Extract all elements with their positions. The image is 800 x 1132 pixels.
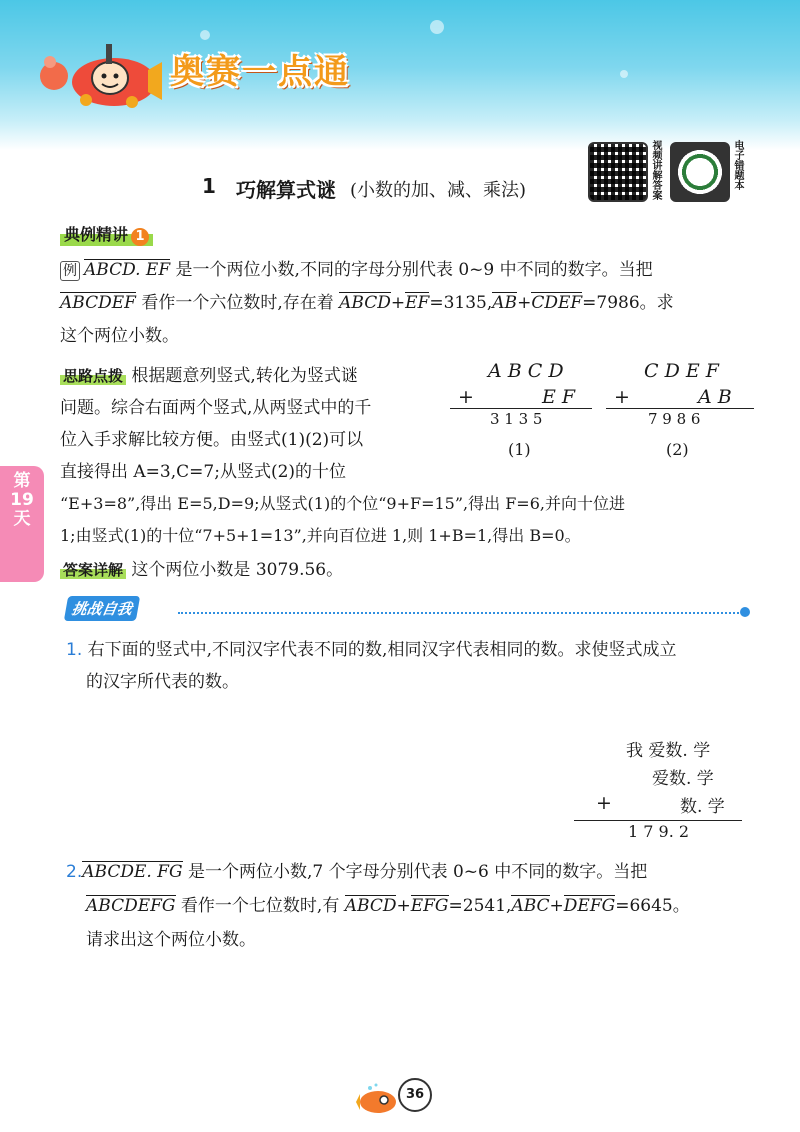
question-1-number: 1. bbox=[66, 640, 83, 660]
divider-dot-icon bbox=[740, 607, 750, 617]
submarine-mascot-icon bbox=[36, 34, 166, 114]
page-number: 36 bbox=[398, 1078, 432, 1112]
question-2-number: 2. bbox=[66, 862, 83, 882]
example-expr-six-digit: ABCDEF bbox=[60, 293, 136, 313]
question-2-plus: + bbox=[396, 896, 411, 916]
question-2-term: EFG bbox=[410, 896, 449, 916]
lesson-title: 巧解算式谜 bbox=[236, 178, 336, 202]
example-eq: =3135, bbox=[429, 293, 493, 313]
day-side-tab bbox=[0, 466, 44, 582]
vertical2-row1: C D E F bbox=[644, 360, 719, 382]
example-text-1: 是一个两位小数,不同的字母分别代表 0~9 中不同的数字。当把 bbox=[175, 260, 653, 280]
vertical2-row2: A B bbox=[698, 386, 732, 408]
section-heading bbox=[60, 222, 153, 246]
fish-submarine-icon bbox=[356, 1082, 402, 1116]
bubble-decoration bbox=[620, 70, 628, 78]
example-line-1 bbox=[60, 254, 653, 286]
question-1-text: 的汉字所代表的数。 bbox=[86, 672, 239, 692]
example-eq: =7986。求 bbox=[582, 293, 674, 313]
question-2-line-1 bbox=[66, 856, 647, 888]
qr-code-error-book[interactable] bbox=[670, 142, 730, 202]
analysis-text: 1;由竖式(1)的十位“7+5+1=13”,并向百位进 1,则 1+B=1,得出 B=0。 bbox=[60, 526, 581, 545]
question-1-text: 右下面的竖式中,不同汉字代表不同的数,相同汉字代表相同的数。求使竖式成立 bbox=[87, 640, 677, 660]
analysis-line-1 bbox=[60, 360, 358, 392]
vertical2-plus: + bbox=[614, 386, 630, 408]
question-2-eq: =6645。 bbox=[615, 896, 690, 916]
analysis-text: 位入手求解比较方便。由竖式(1)(2)可以 bbox=[60, 430, 364, 450]
analysis-text: 根据题意列竖式,转化为竖式谜 bbox=[131, 366, 358, 386]
section-badge: 1 bbox=[131, 228, 149, 246]
q1-vertical-row1: 我 爱数. 学 bbox=[626, 741, 711, 761]
example-text-3: 这个两位小数。 bbox=[60, 326, 179, 346]
answer-text: 这个两位小数是 3079.56。 bbox=[131, 560, 344, 580]
vertical2-label: (2) bbox=[666, 440, 689, 459]
example-line-2 bbox=[60, 287, 674, 319]
example-tag: 例 bbox=[60, 261, 80, 281]
example-plus: + bbox=[390, 293, 406, 313]
question-2-expr-seven-digit: ABCDEFG bbox=[86, 896, 176, 916]
day-tab-text: 第 bbox=[13, 471, 31, 491]
analysis-tag: 思路点拨 bbox=[60, 367, 126, 385]
question-2-term: DEFG bbox=[563, 896, 616, 916]
question-2-term: ABC bbox=[511, 896, 550, 916]
qr-label-error-book: 电子错题本 bbox=[732, 140, 743, 190]
example-expr-decimal: ABCD. EF bbox=[84, 260, 171, 280]
analysis-text: 直接得出 A=3,C=7;从竖式(2)的十位 bbox=[60, 462, 347, 482]
question-2-term: ABCD bbox=[344, 896, 397, 916]
question-2-line-2 bbox=[86, 890, 690, 922]
vertical2-result: 7 9 8 6 bbox=[648, 410, 701, 428]
analysis-text: “E+3=8”,得出 E=5,D=9;从竖式(1)的个位“9+F=15”,得出 F=6,并向十位进 bbox=[60, 494, 625, 513]
day-tab-text: 天 bbox=[13, 509, 31, 529]
question-2-expr-decimal: ABCDE. FG bbox=[82, 862, 183, 882]
question-2-plus: + bbox=[549, 896, 564, 916]
analysis-text: 问题。综合右面两个竖式,从两竖式中的千 bbox=[60, 398, 372, 418]
q1-vertical-row2: 爱数. 学 bbox=[652, 769, 714, 789]
example-term: ABCD bbox=[339, 293, 391, 313]
section-label: 典例精讲 bbox=[64, 225, 129, 244]
vertical2-rule bbox=[606, 408, 754, 409]
vertical1-row1: A B C D bbox=[488, 360, 564, 382]
bubble-decoration bbox=[200, 30, 210, 40]
example-text-2: 看作一个六位数时,存在着 bbox=[141, 293, 334, 313]
qr-code-video[interactable] bbox=[588, 142, 648, 202]
vertical1-result: 3 1 3 5 bbox=[490, 410, 543, 428]
q1-vertical-rule bbox=[574, 820, 742, 821]
answer-tag: 答案详解 bbox=[60, 561, 126, 579]
challenge-header bbox=[66, 596, 138, 621]
challenge-dotted-divider bbox=[178, 612, 746, 614]
question-2-eq: =2541, bbox=[448, 896, 512, 916]
question-2-text: 请求出这个两位小数。 bbox=[86, 930, 256, 950]
q1-vertical-row3: 数. 学 bbox=[680, 797, 725, 817]
question-2-text: 是一个两位小数,7 个字母分别代表 0~6 中不同的数字。当把 bbox=[187, 862, 648, 882]
vertical1-rule bbox=[450, 408, 592, 409]
q1-vertical-result: 1 7 9. 2 bbox=[628, 822, 690, 841]
example-term: AB bbox=[492, 293, 518, 313]
brand-title: 奥赛一点通 bbox=[170, 52, 350, 92]
example-term: CDEF bbox=[531, 293, 583, 313]
vertical1-row2: E F bbox=[542, 386, 576, 408]
answer-line bbox=[60, 554, 343, 586]
vertical1-plus: + bbox=[458, 386, 474, 408]
example-term: EF bbox=[405, 293, 430, 313]
qr-label-video: 视频讲解答案 bbox=[650, 140, 661, 200]
question-2-text: 看作一个七位数时,有 bbox=[180, 896, 340, 916]
bubble-decoration bbox=[430, 20, 444, 34]
vertical1-label: (1) bbox=[508, 440, 531, 459]
day-tab-number: 19 bbox=[10, 490, 34, 510]
q1-vertical-plus: + bbox=[596, 792, 612, 814]
challenge-label: 挑战自我 bbox=[64, 596, 140, 621]
lesson-number: 1 bbox=[202, 174, 216, 198]
example-plus: + bbox=[517, 293, 532, 313]
lesson-subtitle: (小数的加、减、乘法) bbox=[350, 180, 527, 201]
question-1-line-1 bbox=[66, 634, 676, 666]
